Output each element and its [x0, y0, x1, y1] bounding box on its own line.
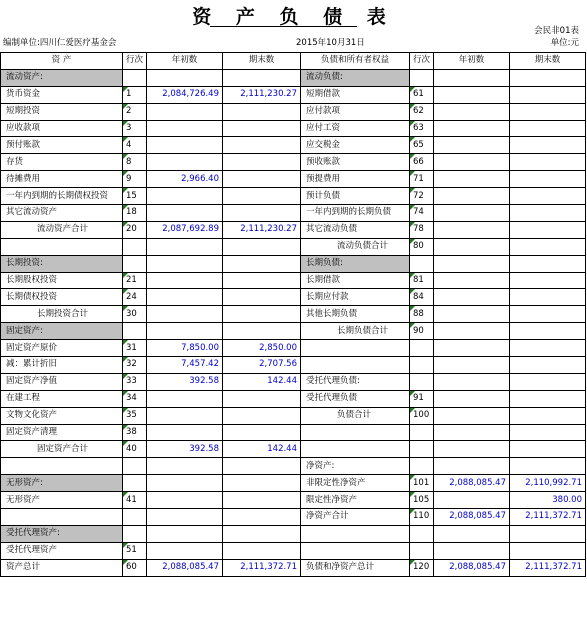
asset-line-cell: 15: [123, 188, 147, 205]
liab-line-cell: 100: [410, 407, 434, 424]
table-row: [1, 340, 586, 357]
asset-line-cell: 1: [123, 86, 147, 103]
asset-line-cell: 21: [123, 272, 147, 289]
liab-end-cell: 2,110,992.71: [510, 475, 586, 492]
liab-begin-cell: [434, 424, 510, 441]
header-begin: 年初数: [147, 53, 223, 70]
liab-line-cell: [410, 373, 434, 390]
asset-end-cell: [223, 390, 301, 407]
liab-line-cell: 101: [410, 475, 434, 492]
liab-label-cell: [301, 357, 410, 374]
liab-line-cell: [410, 525, 434, 542]
liab-begin-cell: [434, 525, 510, 542]
table-row: [1, 441, 586, 458]
asset-label-cell: 一年内到期的长期债权投资: [1, 188, 123, 205]
liab-line-cell: 66: [410, 154, 434, 171]
asset-begin-cell: [147, 255, 223, 272]
liab-end-cell: [510, 525, 586, 542]
liab-begin-cell: [434, 86, 510, 103]
asset-line-cell: 40: [123, 441, 147, 458]
liab-begin-cell: [434, 238, 510, 255]
liab-begin-cell: 2,088,085.47: [434, 475, 510, 492]
liab-label-cell: 应交税金: [301, 137, 410, 154]
asset-line-cell: [123, 323, 147, 340]
asset-end-cell: [223, 525, 301, 542]
liab-label-cell: 负债合计: [301, 407, 410, 424]
liab-line-cell: 84: [410, 289, 434, 306]
asset-line-cell: 30: [123, 306, 147, 323]
table-row: [1, 205, 586, 222]
asset-end-cell: 2,707.56: [223, 357, 301, 374]
table-row: [1, 509, 586, 526]
asset-label-cell: [1, 509, 123, 526]
liab-line-cell: 88: [410, 306, 434, 323]
asset-end-cell: [223, 458, 301, 475]
liab-end-cell: [510, 86, 586, 103]
liab-end-cell: [510, 306, 586, 323]
asset-end-cell: 2,850.00: [223, 340, 301, 357]
liab-line-cell: 78: [410, 221, 434, 238]
asset-label-cell: 固定资产:: [1, 323, 123, 340]
liab-begin-cell: [434, 69, 510, 86]
table-row: [1, 323, 586, 340]
liab-line-cell: 72: [410, 188, 434, 205]
header-asset: 资 产: [1, 53, 123, 70]
liab-end-cell: [510, 441, 586, 458]
liab-begin-cell: [434, 188, 510, 205]
asset-line-cell: 20: [123, 221, 147, 238]
liab-end-cell: [510, 103, 586, 120]
liab-label-cell: [301, 424, 410, 441]
asset-begin-cell: [147, 137, 223, 154]
liab-label-cell: 短期借款: [301, 86, 410, 103]
liab-end-cell: [510, 289, 586, 306]
liab-label-cell: 非限定性净资产: [301, 475, 410, 492]
asset-line-cell: 24: [123, 289, 147, 306]
table-row: [1, 390, 586, 407]
asset-label-cell: 无形资产: [1, 492, 123, 509]
liab-begin-cell: [434, 323, 510, 340]
liab-end-cell: [510, 154, 586, 171]
liab-label-cell: 预提费用: [301, 171, 410, 188]
liab-label-cell: 预计负债: [301, 188, 410, 205]
liab-begin-cell: [434, 255, 510, 272]
liab-end-cell: [510, 137, 586, 154]
liab-end-cell: [510, 238, 586, 255]
table-row: [1, 525, 586, 542]
asset-end-cell: [223, 509, 301, 526]
asset-label-cell: 长期投资:: [1, 255, 123, 272]
asset-end-cell: [223, 475, 301, 492]
liab-line-cell: [410, 542, 434, 559]
table-row: [1, 306, 586, 323]
asset-line-cell: 41: [123, 492, 147, 509]
asset-begin-cell: 2,088,085.47: [147, 559, 223, 576]
table-row: [1, 188, 586, 205]
asset-line-cell: [123, 238, 147, 255]
asset-line-cell: [123, 458, 147, 475]
asset-label-cell: 应收款项: [1, 120, 123, 137]
table-row: [1, 255, 586, 272]
asset-end-cell: [223, 272, 301, 289]
liab-end-cell: [510, 357, 586, 374]
asset-line-cell: 34: [123, 390, 147, 407]
asset-begin-cell: [147, 188, 223, 205]
liab-line-cell: 63: [410, 120, 434, 137]
page-title: 资 产 负 债 表: [192, 6, 395, 28]
liab-end-cell: [510, 407, 586, 424]
asset-line-cell: 3: [123, 120, 147, 137]
asset-line-cell: 33: [123, 373, 147, 390]
table-row: [1, 542, 586, 559]
liab-end-cell: [510, 458, 586, 475]
asset-end-cell: [223, 137, 301, 154]
table-row: [1, 69, 586, 86]
liab-end-cell: [510, 171, 586, 188]
table-row: [1, 492, 586, 509]
liab-end-cell: [510, 69, 586, 86]
header-end-2: 期末数: [510, 53, 586, 70]
liab-end-cell: [510, 373, 586, 390]
asset-begin-cell: [147, 306, 223, 323]
liab-label-cell: 流动负债:: [301, 69, 410, 86]
asset-end-cell: [223, 542, 301, 559]
asset-label-cell: 长期股权投资: [1, 272, 123, 289]
liab-end-cell: [510, 221, 586, 238]
asset-begin-cell: [147, 407, 223, 424]
liab-begin-cell: [434, 357, 510, 374]
asset-end-cell: [223, 69, 301, 86]
liab-end-cell: [510, 205, 586, 222]
liab-begin-cell: [434, 441, 510, 458]
asset-end-cell: [223, 120, 301, 137]
asset-end-cell: 2,111,372.71: [223, 559, 301, 576]
asset-begin-cell: 392.58: [147, 373, 223, 390]
liab-begin-cell: [434, 154, 510, 171]
liab-label-cell: 其他长期负债: [301, 306, 410, 323]
table-row: [1, 559, 586, 576]
liab-label-cell: 应付工资: [301, 120, 410, 137]
liab-line-cell: 65: [410, 137, 434, 154]
liab-label-cell: 长期负债:: [301, 255, 410, 272]
asset-line-cell: [123, 475, 147, 492]
asset-begin-cell: [147, 238, 223, 255]
asset-line-cell: 8: [123, 154, 147, 171]
asset-label-cell: 在建工程: [1, 390, 123, 407]
asset-end-cell: [223, 289, 301, 306]
liab-label-cell: 长期应付款: [301, 289, 410, 306]
table-row: [1, 103, 586, 120]
asset-label-cell: 其它流动资产: [1, 205, 123, 222]
asset-begin-cell: [147, 154, 223, 171]
liab-begin-cell: [434, 492, 510, 509]
asset-label-cell: 短期投资: [1, 103, 123, 120]
liab-line-cell: [410, 441, 434, 458]
asset-end-cell: [223, 154, 301, 171]
liab-line-cell: [410, 424, 434, 441]
asset-label-cell: [1, 458, 123, 475]
liab-begin-cell: [434, 407, 510, 424]
liab-end-cell: [510, 255, 586, 272]
asset-end-cell: [223, 424, 301, 441]
liab-begin-cell: [434, 340, 510, 357]
liab-line-cell: 80: [410, 238, 434, 255]
liab-line-cell: 120: [410, 559, 434, 576]
liab-line-cell: [410, 340, 434, 357]
asset-end-cell: [223, 306, 301, 323]
liab-label-cell: 负债和净资产总计: [301, 559, 410, 576]
asset-end-cell: 142.44: [223, 373, 301, 390]
liab-line-cell: [410, 458, 434, 475]
asset-begin-cell: [147, 458, 223, 475]
asset-line-cell: 38: [123, 424, 147, 441]
liab-line-cell: 105: [410, 492, 434, 509]
title-underline: [210, 26, 357, 27]
liab-label-cell: 一年内到期的长期负债: [301, 205, 410, 222]
asset-begin-cell: 7,457.42: [147, 357, 223, 374]
asset-begin-cell: [147, 424, 223, 441]
liab-label-cell: 限定性净资产: [301, 492, 410, 509]
asset-label-cell: 长期投资合计: [1, 306, 123, 323]
header-line-2: 行次: [410, 53, 434, 70]
table-row: [1, 221, 586, 238]
asset-label-cell: 待摊费用: [1, 171, 123, 188]
asset-line-cell: [123, 255, 147, 272]
asset-begin-cell: 2,966.40: [147, 171, 223, 188]
liab-label-cell: 受托代理负债:: [301, 373, 410, 390]
liab-line-cell: 81: [410, 272, 434, 289]
liab-label-cell: 其它流动负债: [301, 221, 410, 238]
asset-end-cell: [223, 171, 301, 188]
currency-unit: 单位:元: [550, 38, 579, 48]
liab-label-cell: 长期借款: [301, 272, 410, 289]
liab-begin-cell: 2,088,085.47: [434, 559, 510, 576]
asset-end-cell: 2,111,230.27: [223, 86, 301, 103]
table-row: [1, 357, 586, 374]
liab-label-cell: [301, 441, 410, 458]
liab-label-cell: 预收账款: [301, 154, 410, 171]
liab-label-cell: [301, 525, 410, 542]
asset-label-cell: 长期债权投资: [1, 289, 123, 306]
asset-begin-cell: [147, 492, 223, 509]
asset-line-cell: 9: [123, 171, 147, 188]
table-row: [1, 289, 586, 306]
liab-label-cell: [301, 542, 410, 559]
liab-label-cell: 净资产:: [301, 458, 410, 475]
table-row: [1, 475, 586, 492]
liab-end-cell: [510, 272, 586, 289]
liab-begin-cell: [434, 221, 510, 238]
header-liabilities: 负债和所有者权益: [301, 53, 410, 70]
asset-begin-cell: [147, 272, 223, 289]
asset-label-cell: 受托代理资产: [1, 542, 123, 559]
asset-end-cell: [223, 238, 301, 255]
asset-label-cell: 固定资产原价: [1, 340, 123, 357]
liab-line-cell: [410, 69, 434, 86]
entity-name: 编制单位:四川仁爱医疗基金会: [3, 38, 117, 48]
asset-line-cell: [123, 509, 147, 526]
liab-label-cell: 受托代理负债: [301, 390, 410, 407]
asset-begin-cell: [147, 525, 223, 542]
header-line: 行次: [123, 53, 147, 70]
asset-label-cell: [1, 238, 123, 255]
liab-begin-cell: [434, 306, 510, 323]
asset-label-cell: 固定资产净值: [1, 373, 123, 390]
liab-label-cell: 长期负债合计: [301, 323, 410, 340]
table-row: [1, 154, 586, 171]
asset-end-cell: [223, 492, 301, 509]
liab-begin-cell: [434, 390, 510, 407]
liab-begin-cell: [434, 171, 510, 188]
liab-end-cell: 2,111,372.71: [510, 559, 586, 576]
liab-line-cell: 74: [410, 205, 434, 222]
liab-label-cell: [301, 340, 410, 357]
asset-label-cell: 受托代理资产:: [1, 525, 123, 542]
asset-label-cell: 货币资金: [1, 86, 123, 103]
liab-end-cell: [510, 390, 586, 407]
asset-begin-cell: [147, 509, 223, 526]
report-date: 2015年10月31日: [296, 38, 365, 48]
liab-begin-cell: [434, 289, 510, 306]
asset-end-cell: [223, 103, 301, 120]
table-row: [1, 86, 586, 103]
liab-line-cell: 61: [410, 86, 434, 103]
asset-label-cell: 流动资产合计: [1, 221, 123, 238]
asset-line-cell: 32: [123, 357, 147, 374]
liab-end-cell: [510, 188, 586, 205]
asset-line-cell: [123, 525, 147, 542]
liab-begin-cell: [434, 120, 510, 137]
asset-begin-cell: [147, 103, 223, 120]
liab-line-cell: 91: [410, 390, 434, 407]
header-begin-2: 年初数: [434, 53, 510, 70]
asset-label-cell: 减：累计折旧: [1, 357, 123, 374]
asset-end-cell: [223, 255, 301, 272]
asset-begin-cell: 392.58: [147, 441, 223, 458]
liab-end-cell: 2,111,372.71: [510, 509, 586, 526]
liab-end-cell: [510, 323, 586, 340]
asset-end-cell: [223, 205, 301, 222]
table-row: [1, 272, 586, 289]
liab-end-cell: [510, 542, 586, 559]
table-row: [1, 424, 586, 441]
liab-begin-cell: [434, 542, 510, 559]
asset-begin-cell: [147, 205, 223, 222]
asset-begin-cell: [147, 475, 223, 492]
asset-line-cell: [123, 69, 147, 86]
asset-label-cell: 流动资产:: [1, 69, 123, 86]
table-row: [1, 120, 586, 137]
header-row: [1, 53, 586, 70]
asset-begin-cell: [147, 120, 223, 137]
asset-line-cell: 35: [123, 407, 147, 424]
liab-label-cell: 应付款项: [301, 103, 410, 120]
table-row: [1, 137, 586, 154]
asset-begin-cell: [147, 390, 223, 407]
table-row: [1, 238, 586, 255]
asset-end-cell: [223, 407, 301, 424]
table-row: [1, 407, 586, 424]
asset-begin-cell: 7,850.00: [147, 340, 223, 357]
asset-line-cell: 2: [123, 103, 147, 120]
liab-begin-cell: 2,088,085.47: [434, 509, 510, 526]
liab-end-cell: [510, 340, 586, 357]
asset-line-cell: 60: [123, 559, 147, 576]
liab-begin-cell: [434, 103, 510, 120]
asset-line-cell: 4: [123, 137, 147, 154]
asset-line-cell: 18: [123, 205, 147, 222]
asset-line-cell: 31: [123, 340, 147, 357]
form-code: 会民非01表: [534, 26, 579, 36]
liab-line-cell: 62: [410, 103, 434, 120]
liab-begin-cell: [434, 272, 510, 289]
asset-begin-cell: [147, 69, 223, 86]
asset-line-cell: 51: [123, 542, 147, 559]
asset-begin-cell: [147, 323, 223, 340]
table-row: [1, 171, 586, 188]
asset-end-cell: [223, 323, 301, 340]
liab-line-cell: 71: [410, 171, 434, 188]
asset-label-cell: 固定资产清理: [1, 424, 123, 441]
table-row: [1, 458, 586, 475]
asset-label-cell: 固定资产合计: [1, 441, 123, 458]
asset-label-cell: 资产总计: [1, 559, 123, 576]
liab-end-cell: [510, 120, 586, 137]
liab-end-cell: [510, 424, 586, 441]
asset-begin-cell: 2,084,726.49: [147, 86, 223, 103]
asset-label-cell: 无形资产:: [1, 475, 123, 492]
asset-end-cell: [223, 188, 301, 205]
asset-end-cell: 142.44: [223, 441, 301, 458]
liab-begin-cell: [434, 373, 510, 390]
liab-line-cell: [410, 357, 434, 374]
balance-sheet-table: [0, 52, 586, 577]
asset-end-cell: 2,111,230.27: [223, 221, 301, 238]
asset-label-cell: 预付账款: [1, 137, 123, 154]
liab-line-cell: 90: [410, 323, 434, 340]
liab-line-cell: 110: [410, 509, 434, 526]
table-row: [1, 373, 586, 390]
asset-begin-cell: 2,087,692.89: [147, 221, 223, 238]
header-end: 期末数: [223, 53, 301, 70]
liab-label-cell: 流动负债合计: [301, 238, 410, 255]
liab-begin-cell: [434, 205, 510, 222]
asset-begin-cell: [147, 542, 223, 559]
liab-begin-cell: [434, 137, 510, 154]
asset-begin-cell: [147, 289, 223, 306]
liab-begin-cell: [434, 458, 510, 475]
liab-line-cell: [410, 255, 434, 272]
asset-label-cell: 存货: [1, 154, 123, 171]
liab-label-cell: 净资产合计: [301, 509, 410, 526]
liab-end-cell: 380.00: [510, 492, 586, 509]
asset-label-cell: 文物文化资产: [1, 407, 123, 424]
